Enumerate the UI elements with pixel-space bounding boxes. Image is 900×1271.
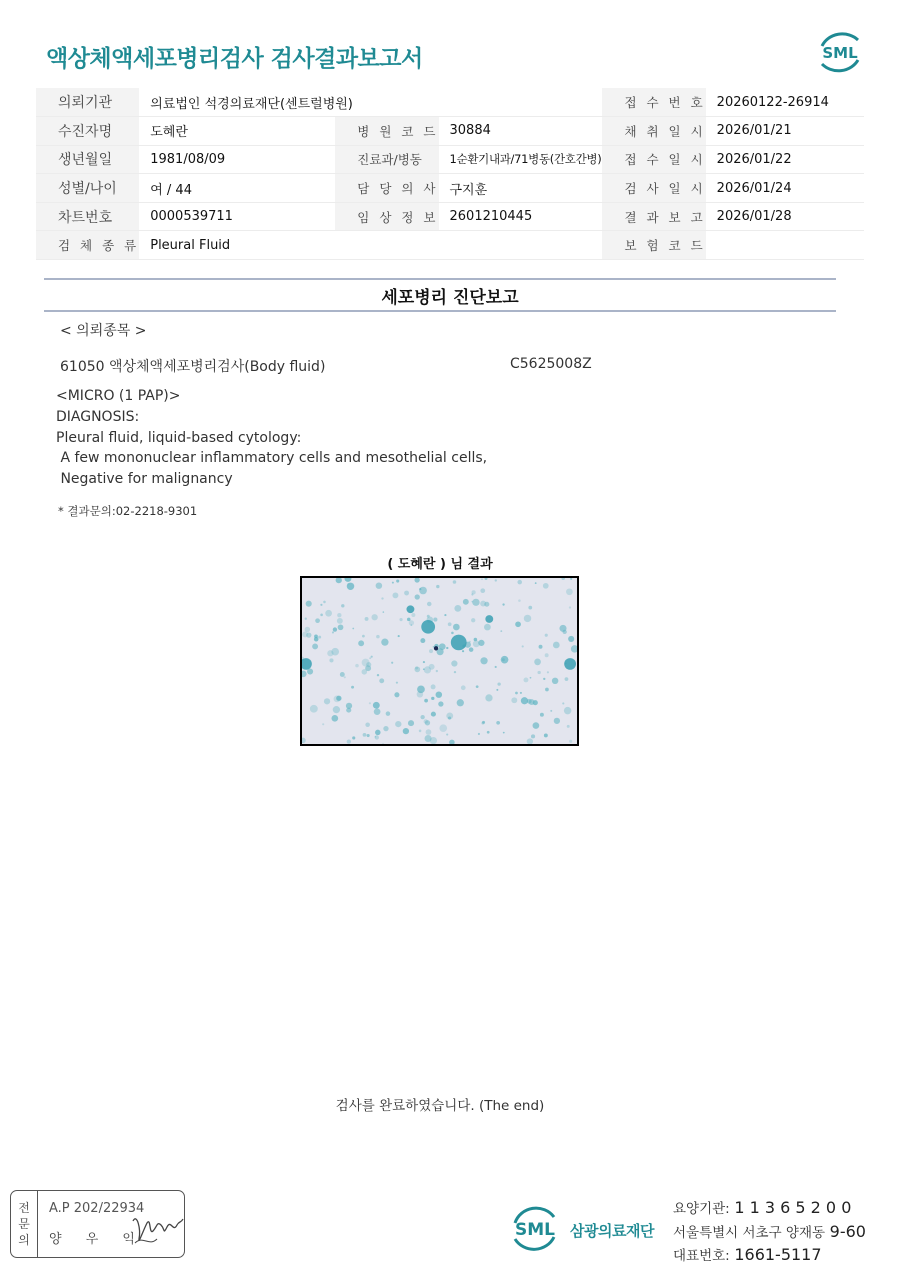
request-items-label: < 의뢰종목 > bbox=[60, 323, 147, 339]
result-inquiry: * 결과문의:02-2218-9301 bbox=[58, 504, 198, 518]
info-row bbox=[36, 174, 864, 203]
cytology-micrograph bbox=[302, 578, 577, 744]
test-code: C5625008Z bbox=[510, 356, 592, 372]
stamp-side-char: 전 bbox=[18, 1201, 30, 1215]
sex-age-label: 성별/나이 bbox=[36, 174, 139, 203]
the-end-notice: 검사를 완료하였습니다. (The end) bbox=[335, 1098, 545, 1114]
address-line bbox=[673, 1221, 866, 1241]
test-line: 61050 액상체액세포병리검사(Body fluid) bbox=[60, 359, 326, 375]
insurance-code-label: 보 험 코 드 bbox=[602, 231, 705, 260]
patient-info-table bbox=[36, 88, 864, 260]
phone-line bbox=[673, 1244, 822, 1264]
stamp-ap-number: A.P 202/22934 bbox=[49, 1201, 145, 1216]
section-divider-bottom bbox=[44, 310, 836, 312]
cytology-image bbox=[300, 576, 579, 746]
stamp-side-label bbox=[11, 1191, 38, 1257]
care-no-label: 요양기관: bbox=[673, 1201, 730, 1217]
collection-date-value: 2026/01/21 bbox=[706, 117, 864, 146]
specimen-value: Pleural Fluid bbox=[139, 231, 602, 260]
pathologist-stamp bbox=[10, 1190, 185, 1258]
requesting-org-value: 의료법인 석경의료재단(센트럴병원) bbox=[139, 88, 602, 117]
specimen-label: 검 체 종 류 bbox=[36, 231, 139, 260]
info-row bbox=[36, 88, 864, 117]
diagnosis-label: DIAGNOSIS: bbox=[56, 409, 140, 425]
info-row bbox=[36, 231, 864, 260]
birth-label: 생년월일 bbox=[36, 145, 139, 174]
receipt-no-label: 접 수 번 호 bbox=[602, 88, 705, 117]
address-text: 서울특별시 서초구 양재동 bbox=[673, 1225, 826, 1241]
collection-date-label: 채 취 일 시 bbox=[602, 117, 705, 146]
diagnosis-line-1: Pleural fluid, liquid-based cytology: bbox=[56, 430, 302, 446]
patient-name-value: 도혜란 bbox=[139, 117, 335, 146]
micro-label: <MICRO (1 PAP)> bbox=[56, 388, 181, 404]
chart-no-label: 차트번호 bbox=[36, 202, 139, 231]
received-date-value: 2026/01/22 bbox=[706, 145, 864, 174]
received-date-label: 접 수 일 시 bbox=[602, 145, 705, 174]
sml-logo-footer-text: SML bbox=[515, 1220, 555, 1240]
test-date-value: 2026/01/24 bbox=[706, 174, 864, 203]
sml-logo-text: SML bbox=[822, 44, 858, 62]
signature-icon bbox=[129, 1209, 185, 1249]
info-row bbox=[36, 117, 864, 146]
stamp-side-char: 의 bbox=[18, 1233, 30, 1247]
photo-caption: ( 도혜란 ) 님 결과 bbox=[387, 557, 493, 572]
diagnosis-line-3: Negative for malignancy bbox=[56, 471, 233, 487]
section-title: 세포병리 진단보고 bbox=[381, 288, 519, 308]
receipt-no-value: 20260122-26914 bbox=[706, 88, 864, 117]
clinical-info-label: 임 상 정 보 bbox=[335, 202, 438, 231]
sex-age-value: 여 / 44 bbox=[139, 174, 335, 203]
hospital-code-value: 30884 bbox=[439, 117, 603, 146]
doctor-value: 구지훈 bbox=[439, 174, 603, 203]
doctor-label: 담 당 의 사 bbox=[335, 174, 438, 203]
sml-logo bbox=[812, 26, 868, 78]
patient-name-label: 수진자명 bbox=[36, 117, 139, 146]
clinical-info-value: 2601210445 bbox=[439, 202, 603, 231]
care-no-value: 1 1 3 6 5 2 0 0 bbox=[734, 1198, 852, 1217]
sml-logo-footer bbox=[506, 1199, 564, 1257]
info-row bbox=[36, 202, 864, 231]
diagnosis-line-2: A few mononuclear inflammatory cells and mesothelial cells, bbox=[56, 450, 488, 466]
stamp-pathologist-name: 양 우 익 bbox=[49, 1232, 145, 1247]
section-divider-top bbox=[44, 278, 836, 280]
report-date-label: 결 과 보 고 bbox=[602, 202, 705, 231]
dept-value: 1순환기내과/71병동(간호간병) bbox=[439, 145, 603, 174]
chart-no-value: 0000539711 bbox=[139, 202, 335, 231]
org-name: 삼광의료재단 bbox=[570, 1222, 654, 1240]
requesting-org-label: 의뢰기관 bbox=[36, 88, 139, 117]
dept-label: 진료과/병동 bbox=[335, 145, 438, 174]
report-date-value: 2026/01/28 bbox=[706, 202, 864, 231]
phone-value: 1661-5117 bbox=[734, 1245, 822, 1264]
stamp-side-char: 문 bbox=[18, 1217, 30, 1231]
phone-label: 대표번호: bbox=[673, 1248, 730, 1264]
info-row bbox=[36, 145, 864, 174]
birth-value: 1981/08/09 bbox=[139, 145, 335, 174]
test-date-label: 검 사 일 시 bbox=[602, 174, 705, 203]
address-number: 9-60 bbox=[829, 1222, 866, 1241]
care-institution-line bbox=[673, 1197, 851, 1217]
report-title: 액상체액세포병리검사 검사결과보고서 bbox=[46, 46, 423, 72]
hospital-code-label: 병 원 코 드 bbox=[335, 117, 438, 146]
insurance-code-value bbox=[706, 231, 864, 260]
